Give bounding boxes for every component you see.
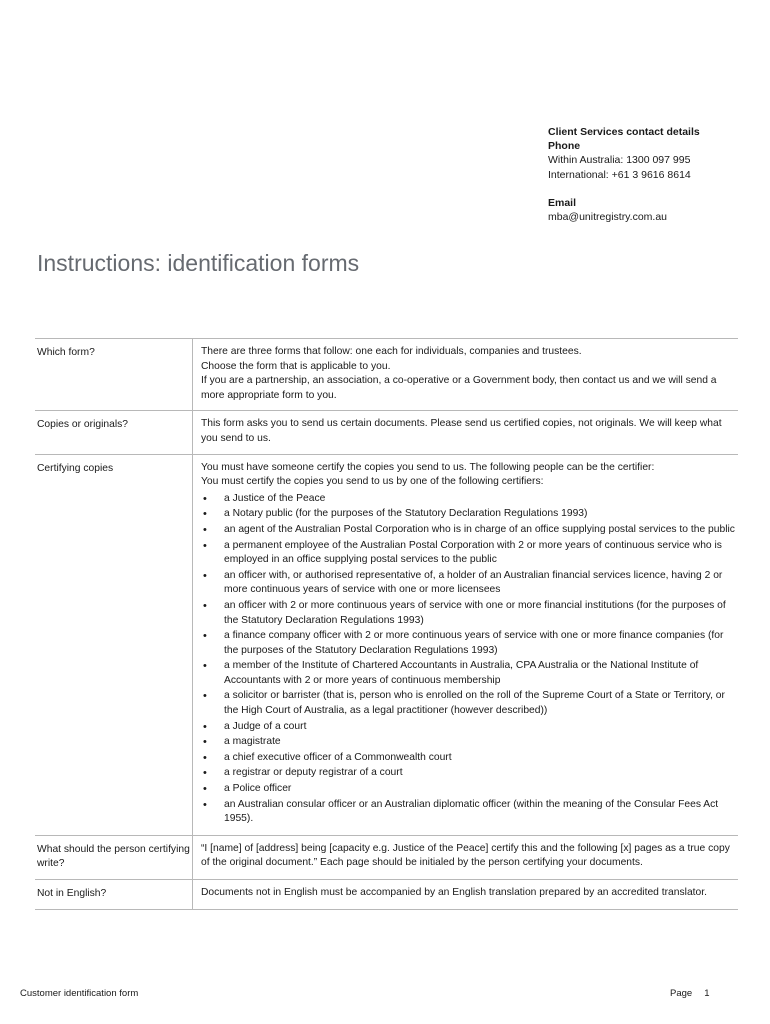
row-content: Documents not in English must be accompanied by an English translation prepared by an accredited translator. xyxy=(201,887,707,898)
list-item: • a Judge of a court xyxy=(201,720,738,735)
row-label: Copies or originals? xyxy=(35,411,193,454)
row-content: “I [name] of [address] being [capacity e.g. Justice of the Peace] certify this and the following [x] pages as a true copy of the original document.” Each page should be initialed by the person certifying your documents. xyxy=(201,842,730,869)
which-form-line-2: Choose the form that is applicable to you. xyxy=(201,360,391,372)
row-content xyxy=(193,339,739,411)
list-item: • a member of the Institute of Chartered Accountants in Australia, CPA Australia or the National Institute of Accountants with 2 or more years of continuous membership xyxy=(201,659,738,688)
row-label: Which form? xyxy=(35,339,193,411)
list-item: • a Justice of the Peace xyxy=(201,492,738,507)
which-form-line-3: If you are a partnership, an association, a co-operative or a Government body, then contact us and we will send a more appropriate form to you. xyxy=(201,375,717,401)
certifier-list xyxy=(201,492,738,827)
page-label: Page xyxy=(670,988,693,999)
certifying-intro-2: You must certify the copies you send to us by one of the following certifiers: xyxy=(201,476,544,488)
row-label: Not in English? xyxy=(35,880,193,910)
list-item: • an officer with, or authorised representative of, a holder of an Australian financial services licence, having 2 or more continuous years of service with one or more licensees xyxy=(201,569,738,598)
phone-within-australia: Within Australia: 1300 097 995 xyxy=(548,154,691,167)
list-item: • a magistrate xyxy=(201,735,738,750)
page-title: Instructions: identification forms xyxy=(37,250,360,276)
email-address[interactable]: mba@unitregistry.com.au xyxy=(548,211,668,224)
contact-details xyxy=(548,125,748,224)
list-item: • a chief executive officer of a Commonwealth court xyxy=(201,751,738,766)
phone-label: Phone xyxy=(548,140,581,153)
list-item: • a Police officer xyxy=(201,782,738,797)
footer-page xyxy=(670,988,709,999)
page-number: 1 xyxy=(704,988,710,999)
which-form-line-1: There are three forms that follow: one each for individuals, companies and trustees. xyxy=(201,346,582,357)
email-label: Email xyxy=(548,196,577,209)
certifying-intro-1: You must have someone certify the copies you send to us. The following people can be the certifier: xyxy=(201,461,655,473)
list-item: • a finance company officer with 2 or more continuous years of service with one or more finance companies (for the purposes of the Statutory Declaration Regulations 1993) xyxy=(201,629,738,658)
row-copies xyxy=(35,411,738,454)
row-content: This form asks you to send us certain documents. Please send us certified copies, not originals. We will keep what you send to us. xyxy=(201,418,722,444)
instructions-table xyxy=(35,338,738,910)
list-item: • an officer with 2 or more continuous years of service with one or more financial institutions (for the purposes of the Statutory Declaration Regulations 1993) xyxy=(201,599,738,628)
row-label: What should the person certifying write? xyxy=(35,835,193,879)
list-item: • a Notary public (for the purposes of the Statutory Declaration Regulations 1993) xyxy=(201,507,738,522)
row-which-form xyxy=(35,339,738,411)
row-certifying xyxy=(35,454,738,835)
phone-international: International: +61 3 9616 8614 xyxy=(548,168,691,181)
footer-form-name: Customer identification form xyxy=(20,988,139,999)
list-item: • an Australian consular officer or an Australian diplomatic officer (within the meaning of the Consular Fees Act 1955). xyxy=(201,798,738,827)
contact-heading: Client Services contact details xyxy=(548,126,700,138)
list-item: • a permanent employee of the Australian Postal Corporation with 2 or more years of continuous service who is employed in an office supplying postal services to the public xyxy=(201,539,738,568)
list-item: • a solicitor or barrister (that is, person who is enrolled on the roll of the Supreme Court of a State or Territory, or the High Court of Australia, as a legal practitioner (however described)) xyxy=(201,689,738,718)
list-item: • a registrar or deputy registrar of a court xyxy=(201,766,738,781)
row-label: Certifying copies xyxy=(35,454,193,835)
list-item: • an agent of the Australian Postal Corporation who is in charge of an office supplying postal services to the public xyxy=(201,523,738,538)
row-not-english xyxy=(35,880,738,910)
row-what-write xyxy=(35,835,738,879)
row-content xyxy=(193,454,739,835)
